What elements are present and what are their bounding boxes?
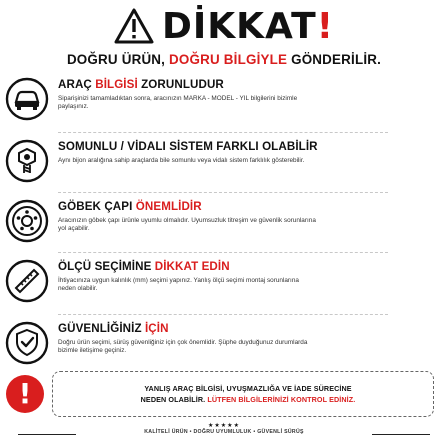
measure-icon bbox=[4, 258, 50, 304]
item-heading: GÖBEK ÇAPI ÖNEMLİDİR bbox=[58, 200, 202, 213]
item-heading: GÜVENLİĞİNİZ İÇİN bbox=[58, 322, 169, 335]
warning-triangle-icon bbox=[114, 8, 154, 44]
notice-line-1: YANLIŞ ARAÇ BİLGİSİ, UYUŞMAZLIĞA VE İADE SÜRECİNE bbox=[144, 384, 352, 393]
divider bbox=[58, 132, 388, 133]
info-item-vehicle bbox=[0, 74, 448, 136]
title-row bbox=[0, 4, 448, 48]
info-item-size bbox=[0, 256, 448, 318]
divider bbox=[58, 314, 388, 315]
page-title: DİKKAT! bbox=[161, 5, 335, 47]
notice-line-2: NEDEN OLABİLİR. LÜTFEN BİLGİLERİNİZİ KONTROL EDİNİZ. bbox=[140, 395, 356, 404]
warning-notice bbox=[6, 371, 442, 417]
info-item-hub-bore bbox=[0, 196, 448, 258]
footer-tagline: KALİTELİ ÜRÜN • DOĞRU UYUMLULUK • GÜVENLİ SÜRÜŞ bbox=[144, 429, 304, 435]
info-item-lug-system bbox=[0, 136, 448, 198]
footer bbox=[0, 422, 448, 448]
item-description: Doğru ürün seçimi, sürüş güvenliğiniz için çok önemlidir. Şüphe duyduğunuz durumlarda bizimle iletişime geçiniz. bbox=[58, 339, 308, 354]
rating-stars: ★★★★★ bbox=[208, 422, 240, 429]
item-heading: SOMUNLU / VİDALI SİSTEM FARKLI OLABİLİR bbox=[58, 140, 318, 153]
item-description: İhtiyacınıza uygun kalınlık (mm) seçimi yapınız. Yanlış ölçü seçimi montaj sorunlarına neden olabilir. bbox=[58, 277, 299, 292]
item-description: Aynı bijon aralığına sahip araçlarda bile somunlu veya vidalı sistem farklılık gösterebilir. bbox=[58, 157, 305, 164]
exclamation-icon: ! bbox=[6, 375, 44, 413]
divider bbox=[58, 192, 388, 193]
notice-box bbox=[52, 371, 434, 417]
page-subtitle: DOĞRU ÜRÜN, DOĞRU BİLGİYLE GÖNDERİLİR. bbox=[66, 52, 382, 67]
item-description: Siparişinizi tamamladıktan sonra, aracınızın MARKA - MODEL - YIL bilgilerini bizimle paylaşınız. bbox=[58, 95, 298, 110]
car-icon bbox=[4, 76, 50, 122]
lug-nut-icon bbox=[4, 138, 50, 184]
item-heading: ÖLÇÜ SEÇİMİNE DİKKAT EDİN bbox=[58, 260, 230, 273]
shield-check-icon bbox=[4, 320, 50, 366]
divider bbox=[58, 252, 388, 253]
wheel-hub-icon bbox=[4, 198, 50, 244]
item-description: Aracınızın göbek çapı ürünle uyumlu olmalıdır. Uyumsuzluk titreşim ve güvenlik sorunlarına yol açabilir. bbox=[58, 217, 316, 232]
item-heading: ARAÇ BİLGİSİ ZORUNLUDUR bbox=[58, 78, 224, 91]
